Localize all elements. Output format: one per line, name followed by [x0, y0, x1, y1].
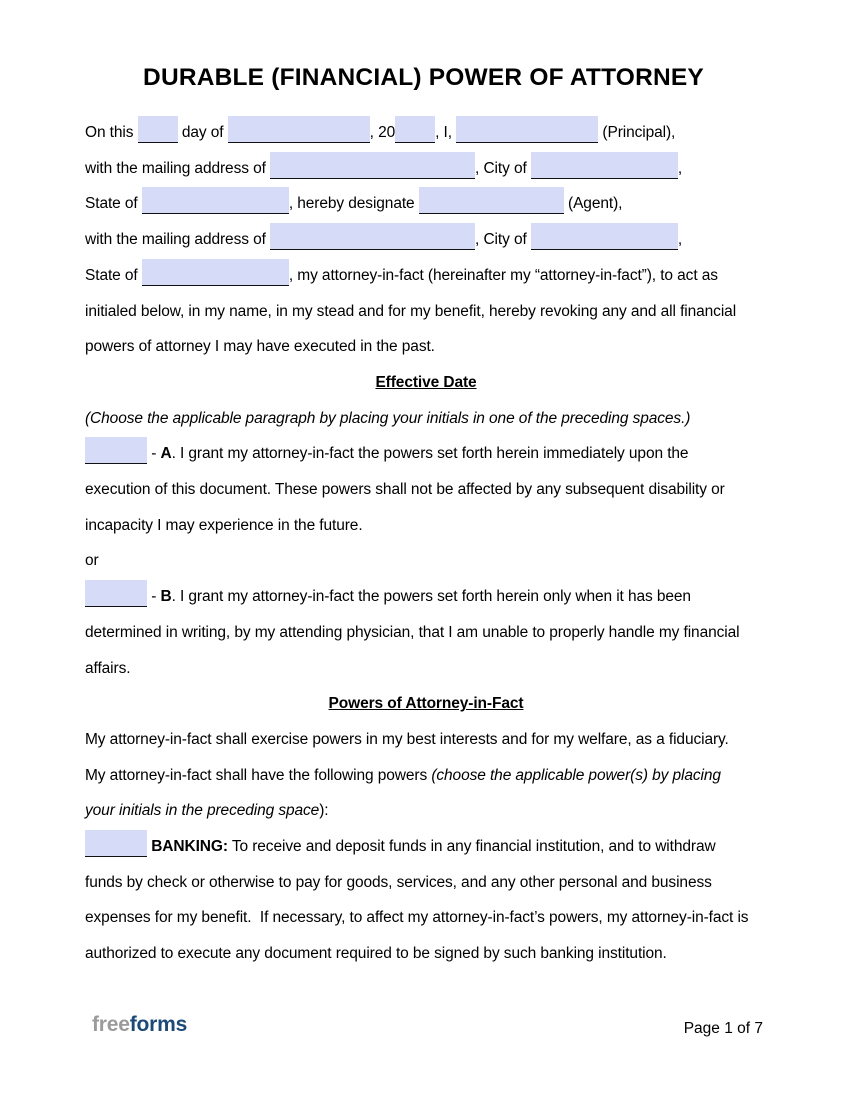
document-body [85, 115, 767, 972]
banking-line-1 [85, 829, 767, 865]
text-comma-2: , [677, 231, 683, 249]
effective-date-instruction: (Choose the applicable paragraph by placing your initials in one of the preceding spaces.) [85, 409, 691, 427]
agent-name-field[interactable] [419, 187, 564, 214]
banking-initials-field[interactable] [85, 830, 147, 857]
year-field[interactable] [395, 116, 435, 143]
option-b-label: B [160, 588, 172, 606]
agent-address-field[interactable] [270, 223, 475, 250]
option-a-label: A [160, 445, 172, 463]
agent-city-field[interactable] [531, 223, 678, 250]
option-a-text-1: . I grant my attorney-in-fact the powers set forth herein immediately upon the [171, 445, 689, 463]
effective-date-heading: Effective Date [375, 373, 477, 391]
option-b-line-1 [85, 579, 767, 615]
option-b-line-2: determined in writing, by my attending physician, that I am unable to properly handle my financial [85, 623, 740, 641]
logo-free-text: free [92, 1013, 130, 1036]
powers-line-2-roman: My attorney-in-fact shall have the following powers [85, 766, 432, 784]
option-a-line-1 [85, 436, 767, 472]
intro-line-7: powers of attorney I may have executed in the past. [85, 338, 435, 356]
intro-line-3 [85, 186, 767, 222]
text-on-this: On this [85, 124, 138, 141]
logo-forms-text: forms [129, 1013, 188, 1036]
or-separator: or [85, 552, 99, 570]
agent-state-field[interactable] [142, 259, 289, 286]
intro-line-5 [85, 258, 767, 294]
intro-line-2 [85, 151, 767, 187]
intro-line-6: initialed below, in my name, in my stead and for my benefit, hereby revoking any and all financial [85, 302, 737, 320]
text-comma-1: , [677, 159, 683, 177]
text-agent: (Agent), [563, 195, 623, 213]
text-principal: (Principal), [598, 124, 676, 141]
powers-line-2 [85, 758, 767, 794]
text-city-of-2: , City of [475, 231, 531, 249]
intro-line-4 [85, 222, 767, 258]
text-day-of: day of [177, 124, 228, 141]
principal-state-field[interactable] [142, 187, 289, 214]
text-city-of-1: , City of [475, 159, 531, 177]
text-hereby-designate: , hereby designate [288, 195, 419, 213]
powers-heading: Powers of Attorney-in-Fact [328, 695, 524, 713]
principal-city-field[interactable] [531, 152, 678, 179]
text-state-of-2: State of [85, 266, 142, 284]
principal-name-field[interactable] [456, 116, 598, 143]
text-a-dash: - [147, 445, 161, 463]
option-a-line-2: execution of this document. These powers shall not be affected by any subsequent disability or [85, 481, 725, 499]
text-comma-i: , I, [435, 124, 457, 141]
principal-address-field[interactable] [270, 152, 475, 179]
powers-line-2-italic: (choose the applicable power(s) by placing [431, 766, 721, 784]
text-mailing-1: with the mailing address of [85, 159, 271, 177]
option-b-text-1: . I grant my attorney-in-fact the powers set forth herein only when it has been [171, 588, 691, 606]
option-b-initials-field[interactable] [85, 580, 147, 607]
text-comma-20: , 20 [369, 124, 396, 141]
text-mailing-2: with the mailing address of [85, 231, 271, 249]
banking-line-2: funds by check or otherwise to pay for goods, services, and any other personal and business [85, 873, 712, 891]
option-b-line-3: affairs. [85, 659, 131, 677]
month-field[interactable] [228, 116, 370, 143]
powers-line-3-close: ): [319, 802, 329, 820]
text-b-dash: - [147, 588, 161, 606]
banking-line-4: authorized to execute any document required to be signed by such banking institution. [85, 945, 667, 963]
text-attorney-clause: , my attorney-in-fact (hereinafter my “attorney-in-fact”), to act as [288, 266, 718, 284]
powers-line-1: My attorney-in-fact shall exercise powers in my best interests and for my welfare, as a fiduciary. [85, 730, 729, 748]
document-title: DURABLE (FINANCIAL) POWER OF ATTORNEY [143, 64, 704, 91]
day-field[interactable] [138, 116, 178, 143]
banking-label: BANKING: [151, 838, 228, 856]
text-state-of-1: State of [85, 195, 142, 213]
powers-line-3-italic: your initials in the preceding space [85, 802, 320, 820]
intro-line-1 [85, 115, 767, 151]
option-a-line-3: incapacity I may experience in the future. [85, 516, 363, 534]
freeforms-logo [92, 1013, 187, 1037]
powers-line-3 [85, 793, 767, 829]
page-number: Page 1 of 7 [683, 1020, 763, 1037]
option-a-initials-field[interactable] [85, 437, 147, 464]
banking-line-3: expenses for my benefit. If necessary, to affect my attorney-in-fact’s powers, my attorney-in-fact is [85, 909, 749, 927]
banking-text-1: To receive and deposit funds in any financial institution, and to withdraw [227, 838, 716, 856]
